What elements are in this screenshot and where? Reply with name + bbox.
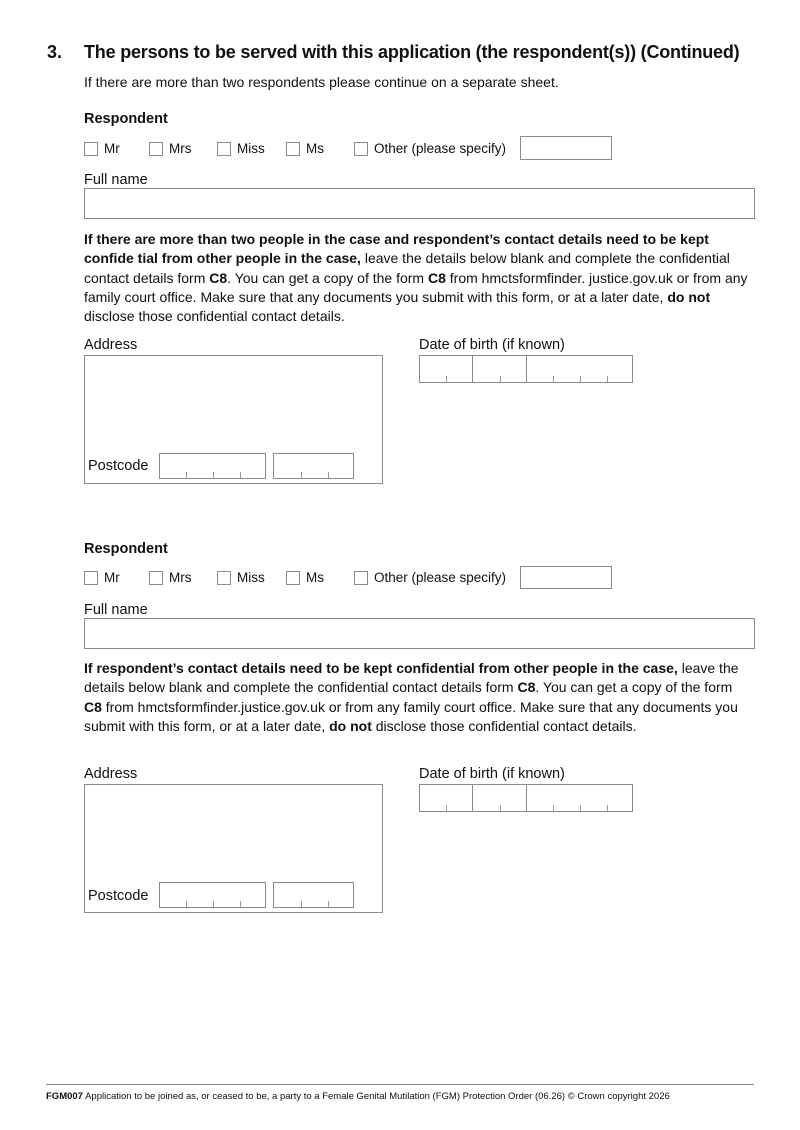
title-mrs-checkbox[interactable] xyxy=(149,142,163,156)
section-title: The persons to be served with this application (the respondent(s)) (Continued) xyxy=(84,42,740,62)
full-name-label: Full name xyxy=(84,602,148,618)
title-miss-label: Miss xyxy=(237,141,265,156)
respondent-1-heading: Respondent xyxy=(84,111,168,127)
postcode-field-part-2[interactable] xyxy=(273,453,354,479)
dob-month-field[interactable] xyxy=(472,784,527,812)
title-mrs-label: Mrs xyxy=(169,570,192,585)
address-label: Address xyxy=(84,337,138,353)
title-mr-label: Mr xyxy=(104,570,120,585)
title-ms-label: Ms xyxy=(306,570,324,585)
dob-year-field[interactable] xyxy=(526,784,633,812)
confidential-notice: If there are more than two people in the case and respondent’s contact details need to be kept confide tial from other people in the case, leave the details below blank and complete the confidential contact details form C8. You can get a copy of the form C8 from hmctsformfinder. justice.gov.uk or from any family court office. Make sure that any documents you submit with this form, or at a later date, do not disclose those confidential contact details. xyxy=(84,231,748,325)
full-name-field[interactable] xyxy=(84,618,755,649)
footer-divider xyxy=(46,1084,754,1085)
title-ms-option[interactable] xyxy=(286,141,324,156)
title-mrs-label: Mrs xyxy=(169,141,192,156)
title-other-checkbox[interactable] xyxy=(354,142,368,156)
title-ms-checkbox[interactable] xyxy=(286,142,300,156)
title-other-field[interactable] xyxy=(520,566,612,589)
title-mrs-option[interactable] xyxy=(149,141,192,156)
title-miss-label: Miss xyxy=(237,570,265,585)
title-other-field[interactable] xyxy=(520,136,612,160)
title-mr-option[interactable] xyxy=(84,570,120,585)
title-mr-checkbox[interactable] xyxy=(84,571,98,585)
full-name-label: Full name xyxy=(84,172,148,188)
footer-form-code: FGM007 xyxy=(46,1091,83,1102)
postcode-field-part-1[interactable] xyxy=(159,453,266,479)
postcode-field-part-2[interactable] xyxy=(273,882,354,908)
title-ms-option[interactable] xyxy=(286,570,324,585)
address-label: Address xyxy=(84,766,138,782)
section-number: 3. xyxy=(47,42,63,62)
respondent-2-heading: Respondent xyxy=(84,541,168,557)
title-miss-option[interactable] xyxy=(217,141,265,156)
postcode-label: Postcode xyxy=(88,888,149,904)
title-ms-checkbox[interactable] xyxy=(286,571,300,585)
title-miss-option[interactable] xyxy=(217,570,265,585)
dob-label: Date of birth (if known) xyxy=(419,766,565,782)
confidential-notice: If respondent’s contact details need to be kept confidential from other people in the case, leave the details below blank and complete the confidential contact details form C8. You can get a copy of the form C8 from hmctsformfinder.justice.gov.uk or from any family court office. Make sure that any documents you submit with this form, or at a later date, do not disclose those confidential contact details. xyxy=(84,660,739,734)
postcode-label: Postcode xyxy=(88,458,149,474)
section-note: If there are more than two respondents please continue on a separate sheet. xyxy=(84,74,559,90)
title-other-label: Other (please specify) xyxy=(374,141,507,156)
title-miss-checkbox[interactable] xyxy=(217,142,231,156)
title-mr-label: Mr xyxy=(104,141,120,156)
title-other-option[interactable] xyxy=(354,141,506,156)
footer-text: Application to be joined as, or ceased to be, a party to a Female Genital Mutilation (FGM) Protection Order (06.26) © Crown copyright 2026 xyxy=(82,1091,670,1102)
title-mrs-checkbox[interactable] xyxy=(149,571,163,585)
title-other-checkbox[interactable] xyxy=(354,571,368,585)
title-other-option[interactable] xyxy=(354,570,506,585)
dob-day-field[interactable] xyxy=(419,355,473,383)
dob-day-field[interactable] xyxy=(419,784,473,812)
title-miss-checkbox[interactable] xyxy=(217,571,231,585)
title-other-label: Other (please specify) xyxy=(374,570,507,585)
full-name-field[interactable] xyxy=(84,188,755,219)
title-ms-label: Ms xyxy=(306,141,324,156)
title-mrs-option[interactable] xyxy=(149,570,192,585)
postcode-field-part-1[interactable] xyxy=(159,882,266,908)
dob-year-field[interactable] xyxy=(526,355,633,383)
title-mr-option[interactable] xyxy=(84,141,120,156)
footer xyxy=(46,1091,670,1102)
dob-label: Date of birth (if known) xyxy=(419,337,565,353)
dob-month-field[interactable] xyxy=(472,355,527,383)
title-mr-checkbox[interactable] xyxy=(84,142,98,156)
